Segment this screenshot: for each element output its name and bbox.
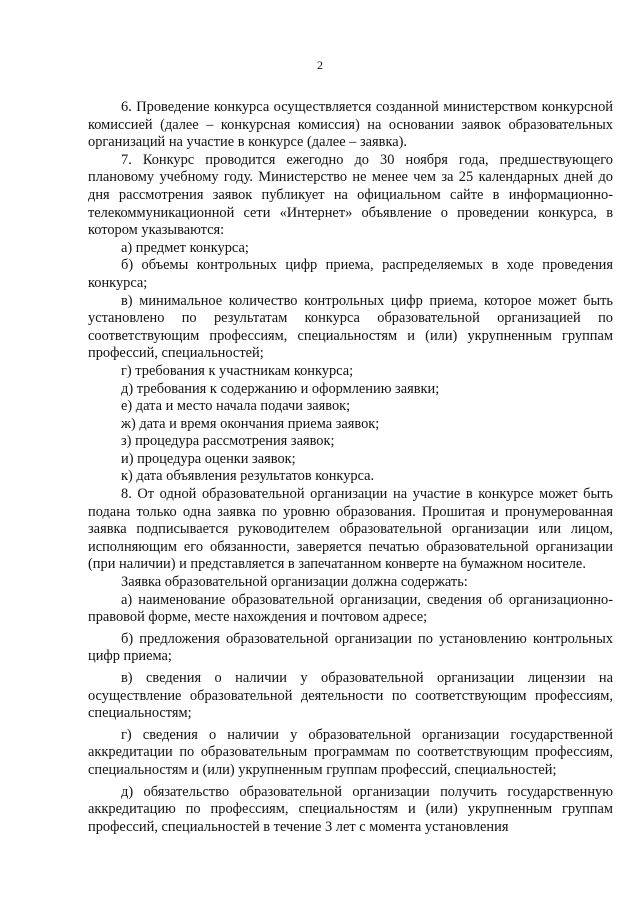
list-item-v: в) минимальное количество контрольных цифр приема, которое может быть установлено по результатам конкурса образовательной организацией по соответствующим профессиям, специальностям и (или) укрупненным группам профессий, специальностей; xyxy=(88,292,613,362)
application-item-v: в) сведения о наличии у образовательной организации лицензии на осуществление образовательной деятельности по соответствующим профессиям, специальностям; xyxy=(88,670,613,722)
application-item-a: а) наименование образовательной организации, сведения об организационно-правовой форме, месте нахождения и почтовом адресе; xyxy=(88,591,613,626)
list-item-g: г) требования к участникам конкурса; xyxy=(121,362,354,379)
document-body xyxy=(88,99,613,836)
application-item-g: г) сведения о наличии у образовательной организации государственной аккредитации по образовательным программам по соответствующим профессиям, специальностям и (или) укрупненным группам профессий, специальностей; xyxy=(88,726,613,778)
list-item-b: б) объемы контрольных цифр приема, распределяемых в ходе проведения конкурса; xyxy=(88,257,613,291)
list-item-d: д) требования к содержанию и оформлению заявки; xyxy=(121,380,440,397)
list-item-zh: ж) дата и время окончания приема заявок; xyxy=(121,415,380,432)
page-number: 2 xyxy=(317,58,323,72)
list-item-a: а) предмет конкурса; xyxy=(121,239,249,256)
paragraph-7: 7. Конкурс проводится ежегодно до 30 ноября года, предшествующего плановому учебному году. Министерство не менее чем за 25 календарных дней до дня рассмотрения заявок публикует на официальном сайте в информационно-телекоммуникационной сети «Интернет» объявление о проведении конкурса, в котором указываются: xyxy=(88,151,613,239)
paragraph-6: 6. Проведение конкурса осуществляется созданной министерством конкурсной комиссией (далее – конкурсная комиссия) на основании заявок образовательных организаций на участие в конкурсе (далее – заявка). xyxy=(88,99,613,151)
application-item-b: б) предложения образовательной организации по установлению контрольных цифр приема; xyxy=(88,630,613,665)
application-item-d: д) обязательство образовательной организации получить государственную аккредитацию по профессиям, специальностям и (или) укрупненным группам профессий, специальностей в течение 3 лет с момента установления xyxy=(88,783,613,835)
paragraph-8: 8. От одной образовательной организации на участие в конкурсе может быть подана только одна заявка по уровню образования. Прошитая и пронумерованная заявка подписывается руководителем образовательной организации или лицом, исполняющим его обязанности, заверяется печатью образовательной организации (при наличии) и представляется в запечатанном конверте на бумажном носителе. xyxy=(88,486,613,573)
list-item-i: и) процедура оценки заявок; xyxy=(121,450,296,467)
list-item-k: к) дата объявления результатов конкурса. xyxy=(121,468,375,485)
list-item-z: з) процедура рассмотрения заявок; xyxy=(121,433,335,450)
list-item-e: е) дата и место начала подачи заявок; xyxy=(121,398,351,415)
application-contents-heading: Заявка образовательной организации должна содержать: xyxy=(121,574,468,591)
